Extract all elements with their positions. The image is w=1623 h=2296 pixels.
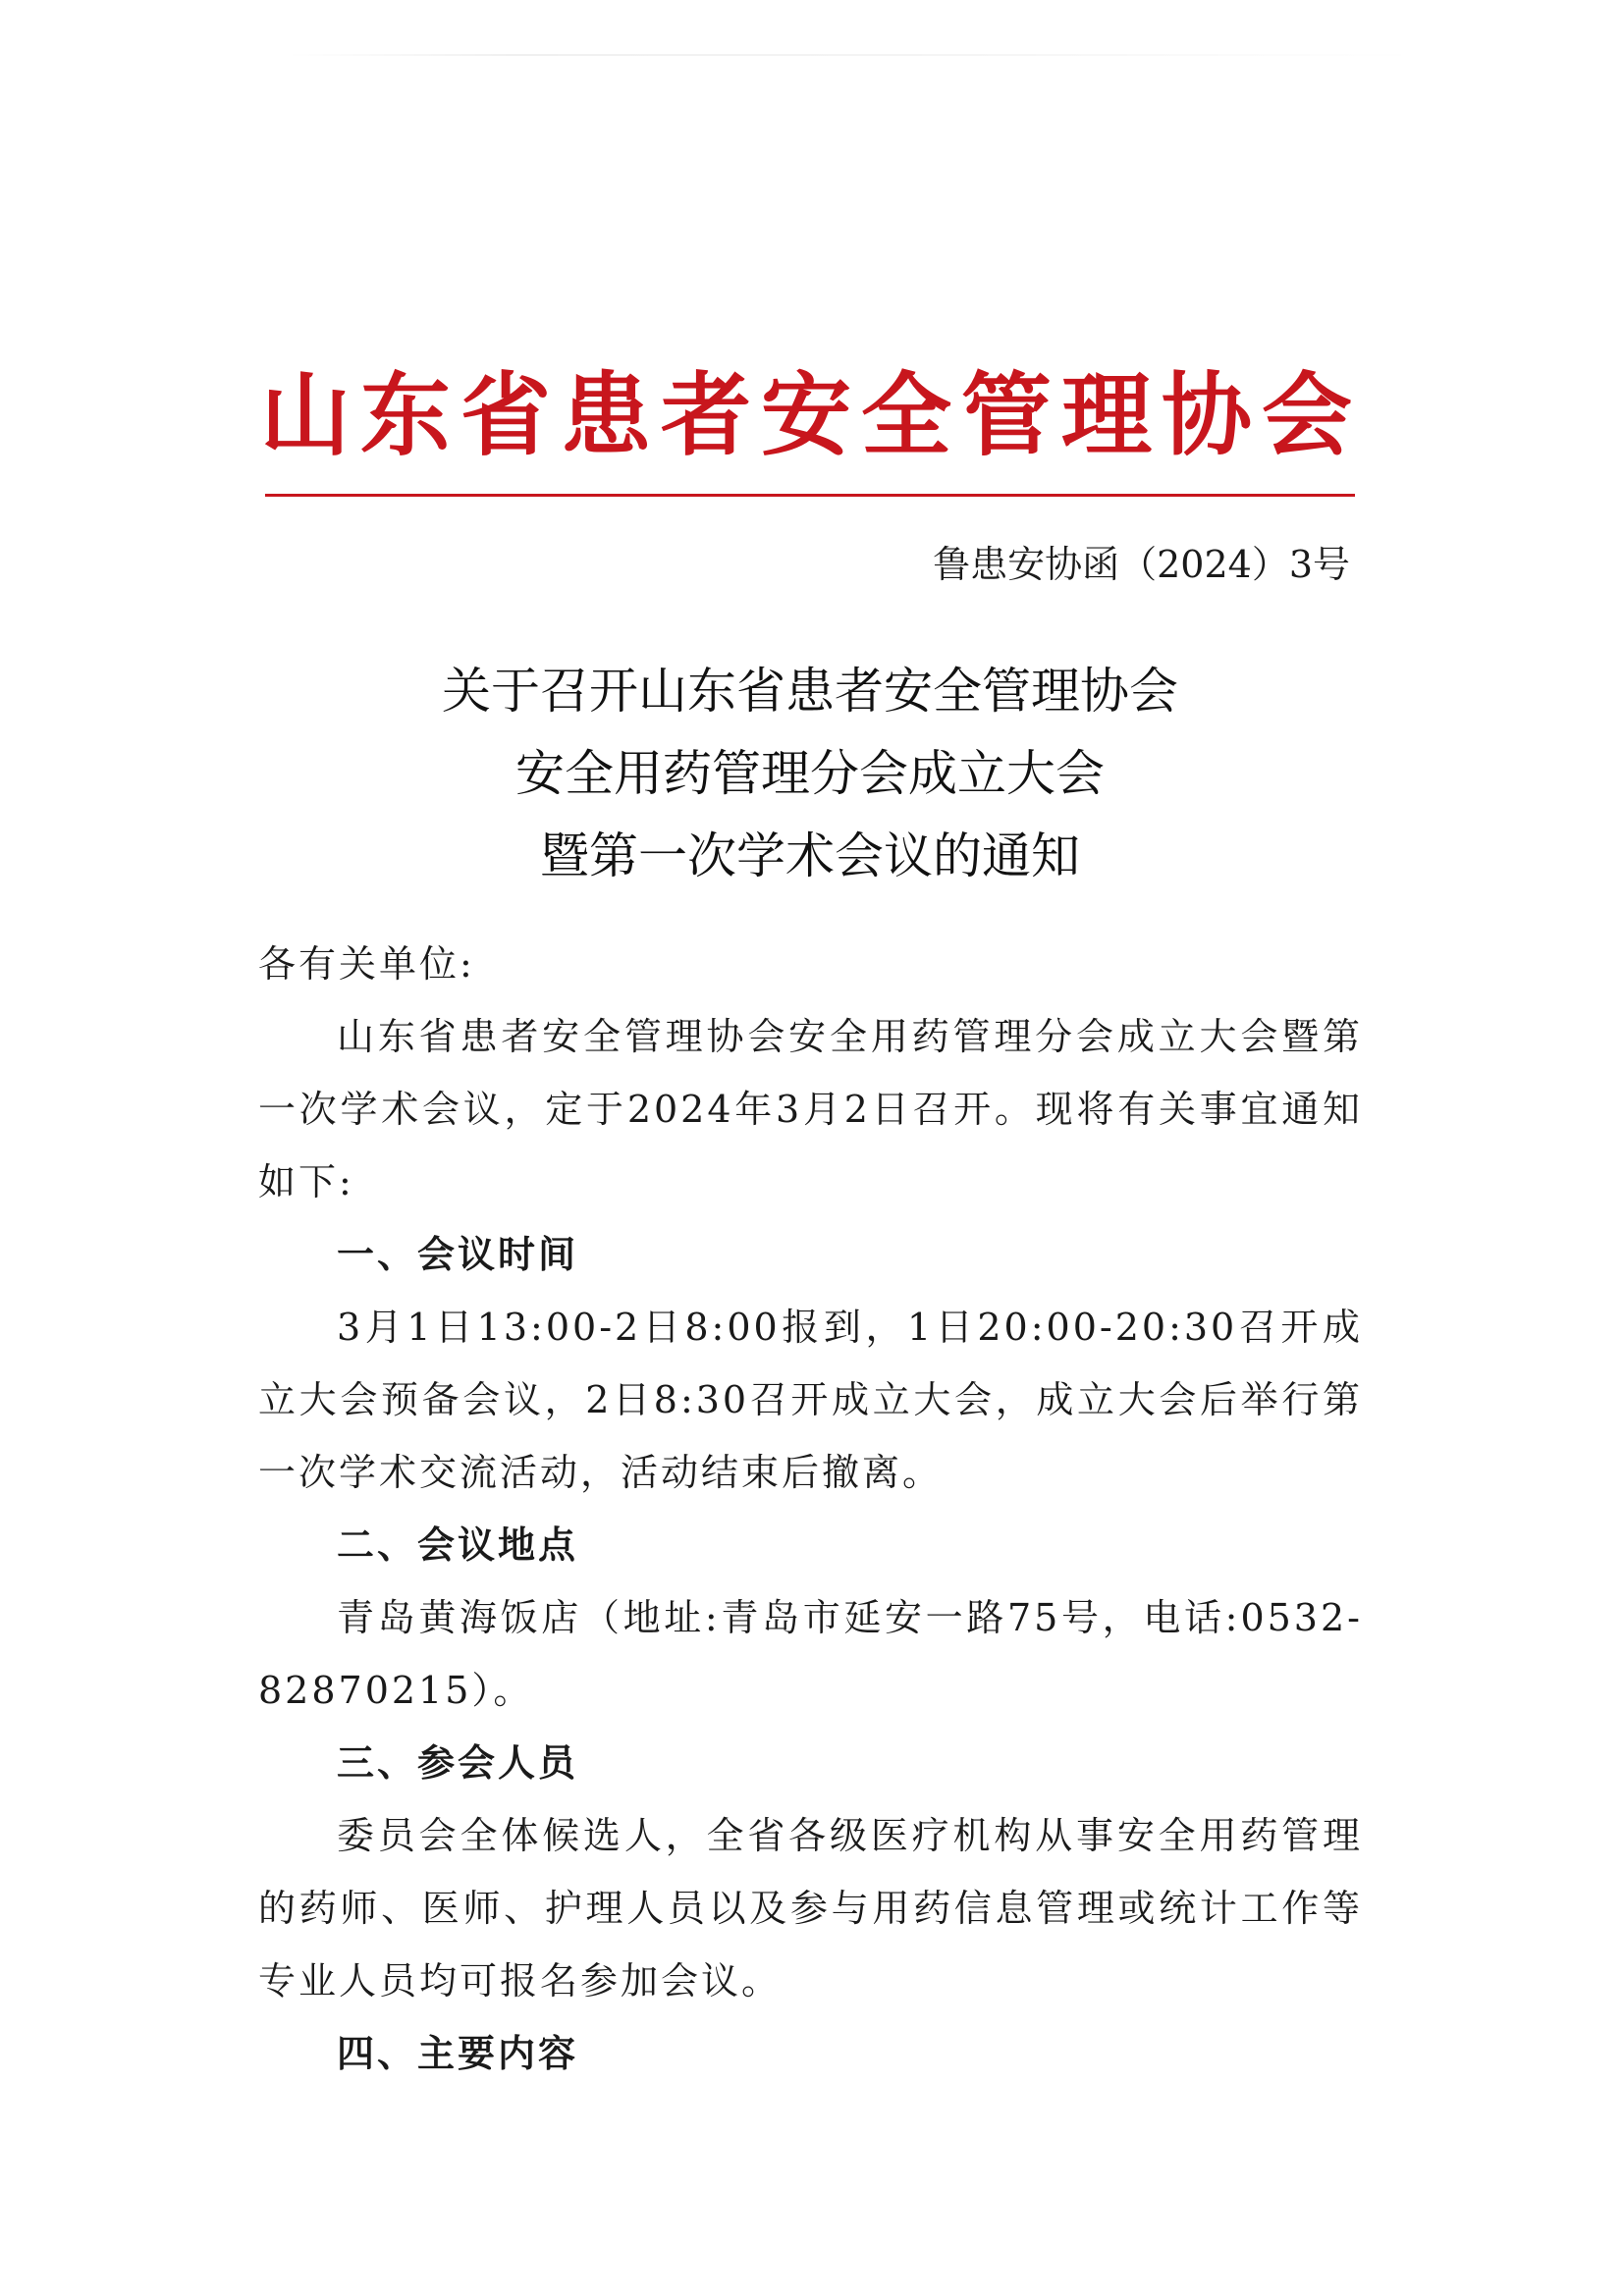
document-body [258,928,1363,2090]
intro-paragraph: 山东省患者安全管理协会安全用药管理分会成立大会暨第一次学术会议，定于2024年3月2日召开。现将有关事宜通知如下: [258,1015,1363,1203]
scan-artifact [285,54,1424,56]
document-title [260,650,1360,897]
salutation: 各有关单位: [258,942,475,986]
letterhead-organization: 山东省患者安全管理协会 [260,362,1363,468]
title-line-2: 安全用药管理分会成立大会 [515,745,1105,802]
section-text-time: 3月1日13:00-2日8:00报到，1日20:00-20:30召开成立大会预备会议，2日8:30召开成立大会，成立大会后举行第一次学术交流活动，活动结束后撤离。 [258,1306,1363,1494]
document-number: 鲁患安协函（2024）3号 [933,543,1350,586]
title-line-1: 关于召开山东省患者安全管理协会 [442,663,1178,720]
section-text-venue: 青岛黄海饭店（地址:青岛市延安一路75号，电话:0532-82870215）。 [258,1596,1363,1712]
section-heading-venue: 二、会议地点 [337,1523,579,1567]
letterhead-divider [265,494,1355,497]
title-line-3: 暨第一次学术会议的通知 [540,828,1080,884]
section-heading-content: 四、主要内容 [337,2032,579,2075]
section-heading-attendees: 三、参会人员 [337,1741,579,1785]
section-text-attendees: 委员会全体候选人，全省各级医疗机构从事安全用药管理的药师、医师、护理人员以及参与用药信息管理或统计工作等专业人员均可报名参加会议。 [258,1814,1363,2002]
section-heading-time: 一、会议时间 [337,1233,579,1276]
